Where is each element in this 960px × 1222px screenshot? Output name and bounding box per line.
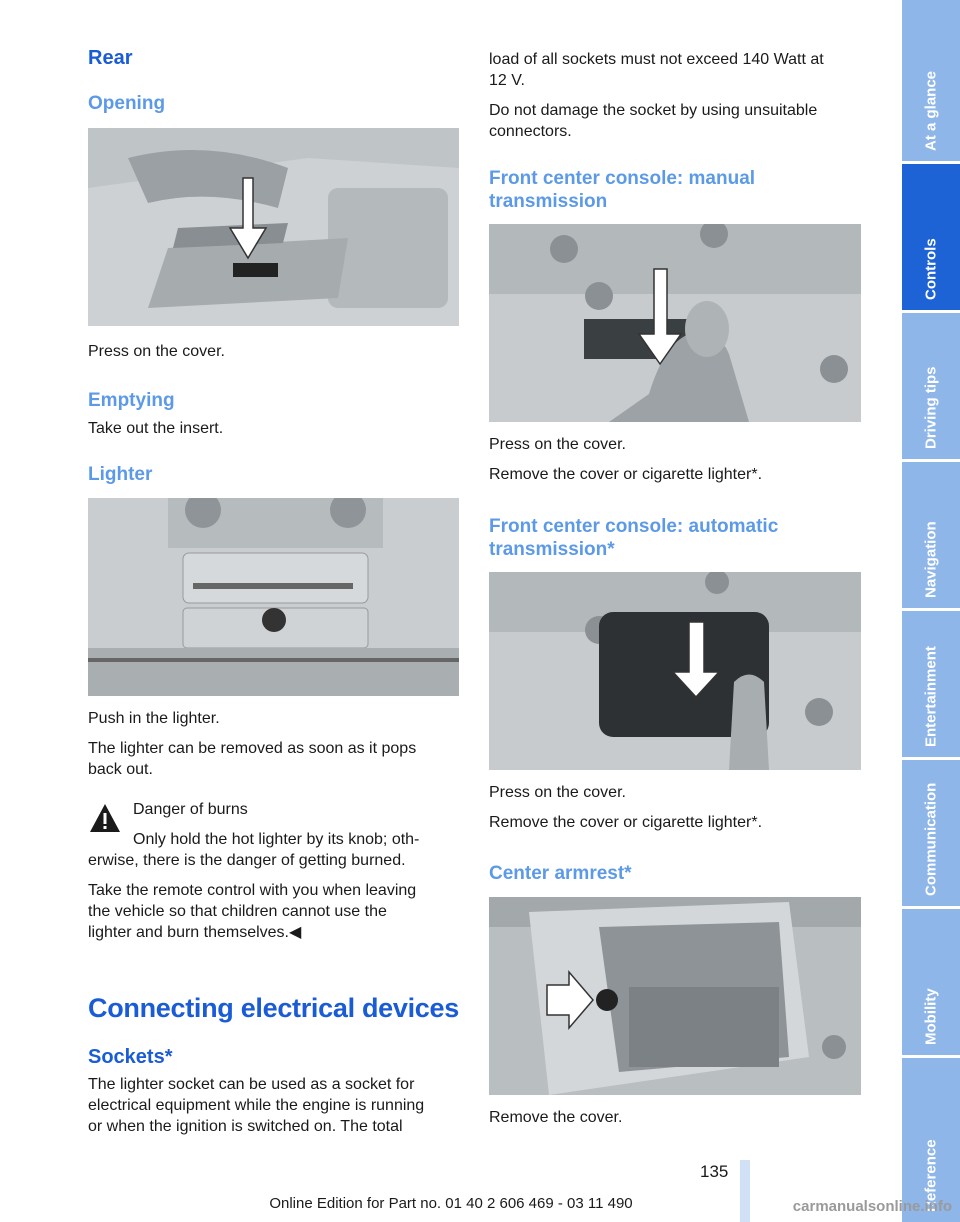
- heading-sockets: Sockets*: [88, 1046, 173, 1068]
- image-manual-console: [489, 224, 861, 422]
- warning-text-1a: Only hold the hot lighter by its knob; oth-: [133, 831, 420, 848]
- lighter-text-2a: The lighter can be removed as soon as it pops: [88, 740, 417, 757]
- cont-text-b: 12 V.: [489, 72, 525, 89]
- image-automatic-console: [489, 572, 861, 770]
- manual-text-2: Remove the cover or cigarette lighter*.: [489, 466, 763, 483]
- heading-auto-b: transmission*: [489, 539, 615, 560]
- tab-driving-tips[interactable]: Driving tips: [902, 313, 960, 459]
- tab-entertainment[interactable]: Entertainment: [902, 611, 960, 757]
- damage-text-b: connectors.: [489, 123, 572, 140]
- sockets-text-c: or when the ignition is switched on. The total: [88, 1118, 403, 1135]
- warning-text-2c: lighter and burn themselves.◀: [88, 924, 302, 941]
- image-rear-lighter: [88, 498, 459, 696]
- opening-text: Press on the cover.: [88, 343, 225, 360]
- heading-emptying: Emptying: [88, 390, 175, 411]
- warning-text-1b: erwise, there is the danger of getting burned.: [88, 852, 406, 869]
- page-marker: [740, 1160, 750, 1222]
- tab-controls[interactable]: Controls: [902, 164, 960, 310]
- edition-footer: Online Edition for Part no. 01 40 2 606 469 - 03 11 490: [269, 1195, 633, 1212]
- sockets-text-b: electrical equipment while the engine is running: [88, 1097, 425, 1114]
- warning-text-2b: the vehicle so that children cannot use the: [88, 903, 387, 920]
- warning-icon: [88, 802, 122, 834]
- heading-lighter: Lighter: [88, 464, 153, 485]
- heading-armrest: Center armrest*: [489, 863, 632, 884]
- lighter-text-1: Push in the lighter.: [88, 710, 220, 727]
- page-number: 135: [700, 1162, 729, 1181]
- tab-at-a-glance[interactable]: At a glance: [902, 0, 960, 161]
- auto-text-1: Press on the cover.: [489, 784, 626, 801]
- manual-text-1: Press on the cover.: [489, 436, 626, 453]
- tab-mobility[interactable]: Mobility: [902, 909, 960, 1055]
- sockets-text-a: The lighter socket can be used as a socket for: [88, 1076, 415, 1093]
- image-center-armrest: [489, 897, 861, 1095]
- image-door-ashtray: [88, 128, 459, 326]
- chapter-sidebar: [902, 0, 960, 1222]
- cont-text-a: load of all sockets must not exceed 140 Watt at: [489, 51, 824, 68]
- heading-connecting-devices: Connecting electrical devices: [88, 993, 459, 1023]
- tab-navigation[interactable]: Navigation: [902, 462, 960, 608]
- heading-rear: Rear: [88, 47, 133, 69]
- armrest-text: Remove the cover.: [489, 1109, 623, 1126]
- tab-reference[interactable]: Reference: [902, 1058, 960, 1222]
- heading-auto-a: Front center console: automatic: [489, 516, 779, 537]
- heading-manual-a: Front center console: manual: [489, 168, 756, 189]
- damage-text-a: Do not damage the socket by using unsuitable: [489, 102, 818, 119]
- tab-communication[interactable]: Communication: [902, 760, 960, 906]
- heading-opening: Opening: [88, 93, 166, 114]
- warning-text-2a: Take the remote control with you when leaving: [88, 882, 417, 899]
- warning-title: Danger of burns: [133, 801, 248, 818]
- lighter-text-2b: back out.: [88, 761, 153, 778]
- emptying-text: Take out the insert.: [88, 420, 224, 437]
- heading-manual-b: transmission: [489, 191, 608, 212]
- auto-text-2: Remove the cover or cigarette lighter*.: [489, 814, 763, 831]
- watermark: carmanualsonline.info: [792, 1198, 952, 1215]
